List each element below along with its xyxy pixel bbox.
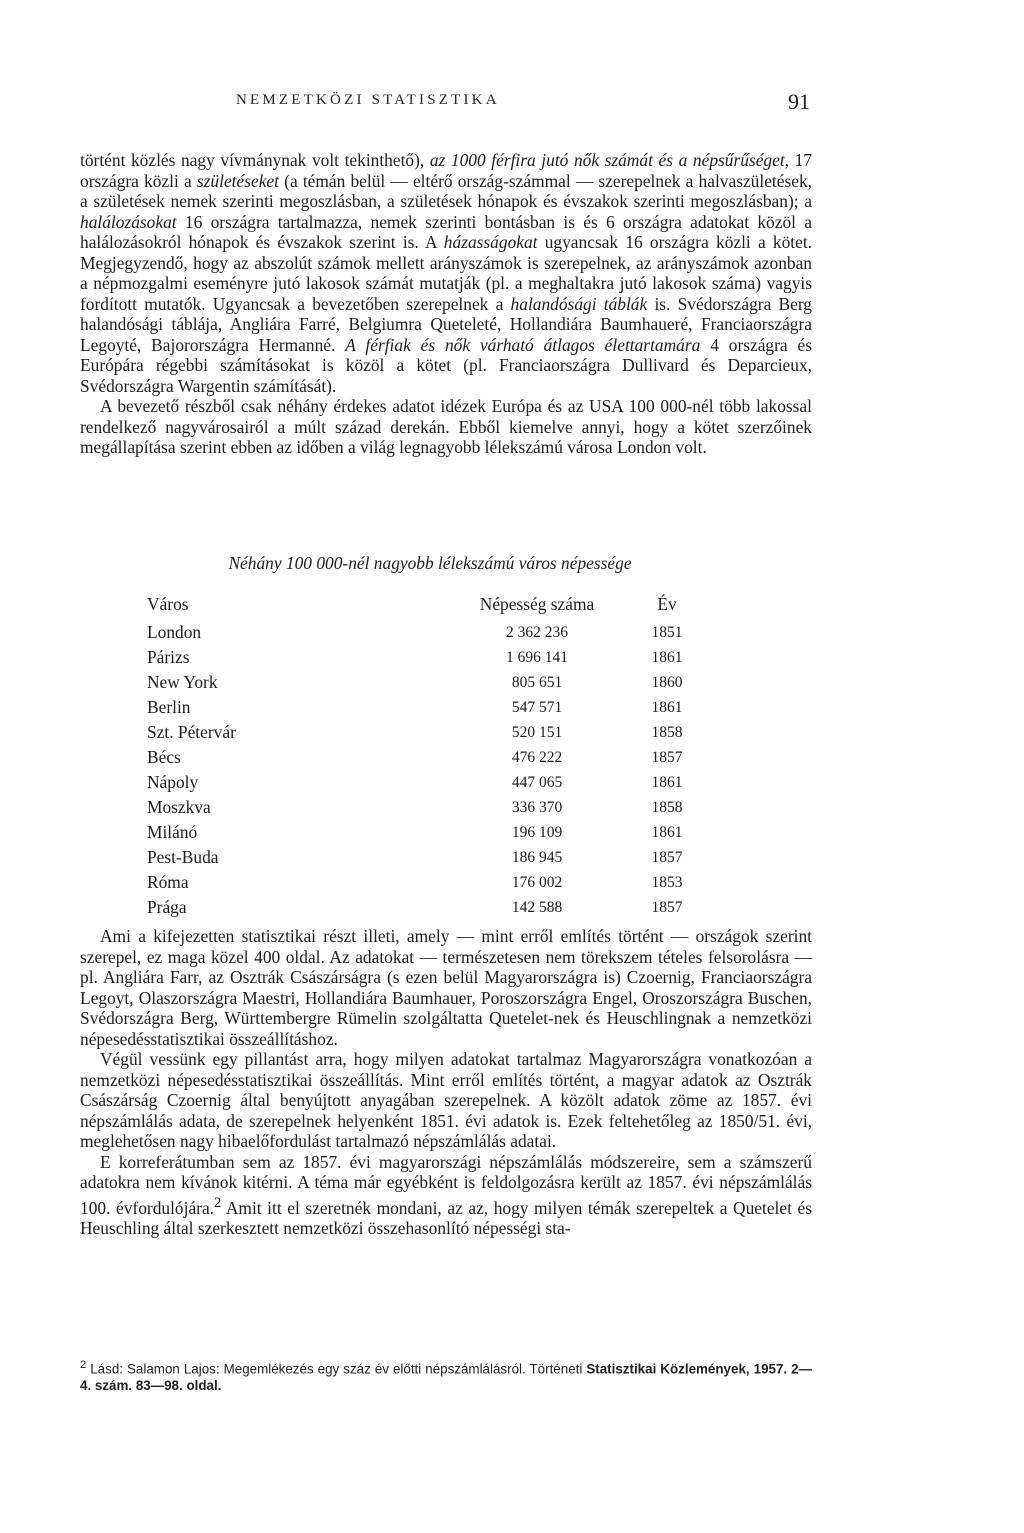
table-row (147, 622, 707, 647)
paragraph-3: Ami a kifejezetten statisztikai részt illeti, amely — mint erről említés történt — országok szerint szerepel, ez maga közel 400 oldal. Az adatokat — természetesen nem törekszem tételes felsorolásra — pl. Angliára Farr, az Osztrák Császárságra (s ezen belül Magyarországra is) Czoernig, Franciaországra Legoyt, Olaszországra Maestri, Hollandiára Baumhauer, Poroszországra Engel, Oroszországra Buschen, Svédországra Berg, Württembergre Rümelin szolgáltatta Quetelet-nek és Heuschlingnak a nemzetközi népesedésstatisztikai összeállításhoz. (80, 926, 812, 1049)
year-cell: 1858 (651, 799, 683, 816)
year-cell: 1861 (651, 699, 683, 716)
table-row (147, 897, 707, 922)
footnote-marker: 2 (80, 1359, 87, 1371)
italic-term: halandósági táblák (510, 293, 648, 314)
population-cell: 476 222 (511, 749, 563, 766)
year-cell: 1861 (651, 774, 683, 791)
table-row (147, 747, 707, 772)
year-cell: 1858 (651, 724, 683, 741)
italic-term: halálozásokat (80, 211, 177, 232)
population-cell: 447 065 (511, 774, 563, 791)
text-run: E korreferátumban sem az 1857. évi magyarországi népszámlálás módszereire, sem a számszerű adatokra nem kívánok kitérni. A téma már egyébként is feldolgozásra került az 1857. évi népszámlálás 100. évfordulójára. (80, 1151, 812, 1218)
population-cell: 142 588 (511, 899, 563, 916)
header-city: Város (147, 594, 189, 614)
city-cell: Párizs (147, 647, 190, 667)
table-header-row (147, 594, 707, 622)
table-row (147, 797, 707, 822)
body-text-upper (80, 150, 812, 458)
table-row (147, 872, 707, 897)
table-row (147, 697, 707, 722)
population-cell: 805 651 (511, 674, 563, 691)
table-row (147, 847, 707, 872)
text-run: 17 országra közli a (80, 150, 812, 191)
city-cell: London (147, 622, 202, 642)
population-cell: 547 571 (511, 699, 563, 716)
city-cell: Prága (147, 897, 187, 917)
table-row (147, 672, 707, 697)
city-cell: Szt. Pétervár (147, 722, 236, 742)
population-cell: 186 945 (511, 849, 563, 866)
paragraph-4: Végül vessünk egy pillantást arra, hogy milyen adatokat tartalmaz Magyarországra vonatkozóan a nemzetközi népesedésstatisztikai összeállítás. Mint erről említés történt, a magyar adatok az Osztrák Császárság Czoernig által benyújtott anyagában szerepelnek. A közölt adatok zöme az 1857. évi népszámlálás adata, de szerepelnek helyenként 1851. évi adatok is. Ezek feltehetőleg az 1850/51. évi, meglehetősen nagy hibaelőfordulást tartalmazó népszámlálás adatai. (80, 1049, 812, 1151)
city-cell: Nápoly (147, 772, 199, 792)
italic-term: az 1000 férfira jutó nők számát és a népsűrűséget, (429, 150, 790, 170)
italic-term: A férfiak és nők várható átlagos élettartamára (345, 334, 701, 355)
population-cell: 520 151 (511, 724, 563, 741)
italic-term: születéseket (196, 170, 279, 191)
paragraph-2: A bevezető részből csak néhány érdekes adatot idézek Európa és az USA 100 000-nél több lakossal rendelkező nagyvárosairól a múlt század derekán. Ebből kiemelve annyi, hogy a kötet szerzőinek megállapítása szerint ebben az időben a világ legnagyobb lélekszámú városa London volt. (80, 396, 812, 457)
header-population: Népesség száma (479, 594, 595, 614)
city-cell: Pest-Buda (147, 847, 219, 867)
population-cell: 2 362 236 (506, 624, 568, 641)
text-run: ugyancsak 16 országra közli a kötet. Megjegyzendő, hogy az abszolút számok mellett arányszámok is szerepelnek, az arányszámok azonban a népmozgalmi eseményre jutó lakosok számát mutatják (pl. a meghaltakra jutó lakosok száma) vagyis fordított mutatók. Ugyancsak a bevezetőben szerepelnek a (80, 232, 812, 314)
city-cell: Moszkva (147, 797, 211, 817)
text-run: Amit itt el szeretnék mondani, az az, hogy milyen témák szerepeltek a Quetelet és Heuschling által szerkesztett nemzetközi összehasonlító népességi sta- (80, 1197, 812, 1238)
running-head: NEMZETKÖZI STATISZTIKA (236, 92, 500, 108)
text-run: (a témán belül — eltérő ország-számmal — szerepelnek a halvaszületések, a születések nemek szerinti megoszlásban, a születések hónapok és évszakok szerinti megoszlásban); a (80, 170, 813, 211)
city-cell: Róma (147, 872, 189, 892)
text-run: 4 országra és Európára régebbi számításokat is közöl a kötet (pl. Franciaországra Dullivard és Deparcieux, Svédországra Wargentin számítását). (80, 334, 812, 396)
population-cell: 196 109 (511, 824, 563, 841)
body-text-lower (80, 926, 812, 1238)
table-row (147, 822, 707, 847)
year-cell: 1857 (651, 749, 683, 766)
city-cell: Milánó (147, 822, 198, 842)
footnote (80, 1357, 812, 1394)
table-row (147, 647, 707, 672)
city-cell: Berlin (147, 697, 191, 717)
city-cell: Bécs (147, 747, 181, 767)
text-run: 16 országra tartalmazza, nemek szerinti bontásban is és 6 országra adatokat közöl a halálozásokról hónapok és évszakok szerint is. A (80, 211, 812, 252)
text-run: történt közlés nagy vívmánynak volt tekinthető), (80, 150, 430, 170)
year-cell: 1861 (651, 824, 683, 841)
population-cell: 1 696 141 (506, 649, 568, 666)
population-cell: 176 002 (511, 874, 563, 891)
year-cell: 1860 (651, 674, 683, 691)
year-cell: 1857 (651, 849, 683, 866)
city-cell: New York (147, 672, 218, 692)
text-run: is. Svédországra Berg halandósági táblája, Angliára Farré, Belgiumra Queteleté, Hollandiára Baumhaueré, Franciaországra Legoyté, Bajorországra Hermanné. (80, 293, 813, 355)
year-cell: 1857 (651, 899, 683, 916)
paragraph-1 (80, 150, 812, 396)
table-row (147, 772, 707, 797)
table-caption: Néhány 100 000-nél nagyobb lélekszámú város népessége (228, 553, 632, 573)
population-cell: 336 370 (511, 799, 563, 816)
footnote-reference: 2 (214, 1194, 222, 1211)
city-population-table (147, 594, 707, 922)
year-cell: 1861 (651, 649, 683, 666)
paragraph-5 (80, 1152, 812, 1239)
footnote-text: Lásd: Salamon Lajos: Megemlékezés egy száz év előtti népszámlálásról. Történeti (86, 1361, 587, 1377)
header-year: Év (657, 594, 677, 614)
italic-term: házasságokat (443, 232, 538, 252)
page-number: 91 (788, 89, 810, 114)
table-row (147, 722, 707, 747)
year-cell: 1853 (651, 874, 683, 891)
year-cell: 1851 (651, 624, 683, 641)
footnote-source: Statisztikai Közlemények, 1957. 2—4. szám. 83—98. oldal. (80, 1361, 812, 1394)
